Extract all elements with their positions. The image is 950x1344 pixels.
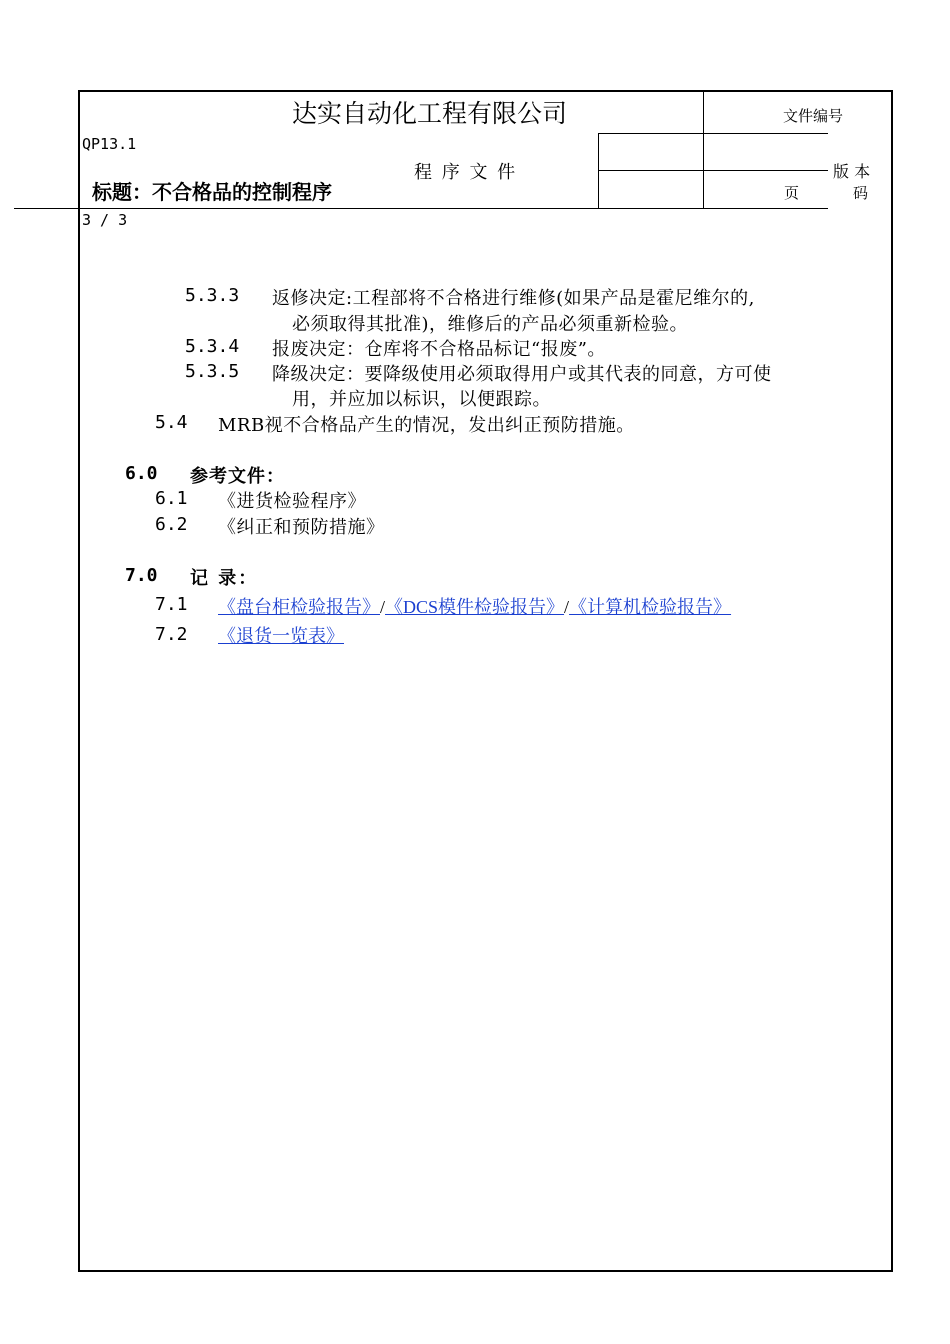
section-533-number: 5.3.3 <box>185 285 240 306</box>
section-62-number: 6.2 <box>155 514 188 535</box>
link-separator: / <box>564 597 570 617</box>
section-61-text: 《进货检验程序》 <box>218 491 366 512</box>
section-60-title: 参考文件： <box>190 466 285 487</box>
section-534-number: 5.3.4 <box>185 336 240 357</box>
link-returns-list[interactable]: 《退货一览表》 <box>218 626 344 646</box>
section-70-number: 7.0 <box>125 565 158 586</box>
link-panel-inspection-report[interactable]: 《盘台柜检验报告》 <box>218 597 380 617</box>
section-61-number: 6.1 <box>155 488 188 509</box>
page-label-1: 页 <box>784 184 800 202</box>
section-60-number: 6.0 <box>125 463 158 484</box>
section-54-number: 5.4 <box>155 412 188 433</box>
section-62-text: 《纠正和预防措施》 <box>218 517 385 538</box>
section-535-line1: 降级决定：要降级使用必须取得用户或其代表的同意，方可使 <box>272 364 772 385</box>
link-dcs-module-inspection-report[interactable]: 《DCS模件检验报告》 <box>385 597 565 617</box>
section-72-links <box>218 622 344 648</box>
section-71-number: 7.1 <box>155 594 188 615</box>
version-label: 版 本 <box>833 162 871 181</box>
company-name: 达实自动化工程有限公司 <box>292 99 568 128</box>
document-frame <box>78 90 893 1272</box>
link-computer-inspection-report[interactable]: 《计算机检验报告》 <box>569 597 732 617</box>
page-number: 3 / 3 <box>82 211 128 229</box>
section-54-text: MRB视不合格品产生的情况，发出纠正预防措施。 <box>218 415 635 436</box>
doc-number-label: 文件编号 <box>783 107 844 125</box>
section-535-line2: 用，并应加以标识，以便跟踪。 <box>292 389 551 410</box>
page-label-2: 码 <box>853 184 869 202</box>
header-divider-h2 <box>598 170 828 171</box>
section-535-number: 5.3.5 <box>185 361 240 382</box>
header-divider-h3 <box>14 208 828 209</box>
section-533-line1: 返修决定:工程部将不合格进行维修(如果产品是霍尼维尔的, <box>272 288 755 309</box>
doc-code: QP13.1 <box>82 135 137 153</box>
header-divider-h1 <box>598 133 828 134</box>
section-70-title: 记 录： <box>190 568 259 589</box>
header-divider-v2 <box>703 91 704 208</box>
section-71-links <box>218 593 731 619</box>
doc-type: 程 序 文 件 <box>414 162 518 183</box>
section-72-number: 7.2 <box>155 624 188 645</box>
doc-type-clip <box>410 160 550 183</box>
section-533-line2: 必须取得其批准)，维修后的产品必须重新检验。 <box>292 314 689 335</box>
link-separator: / <box>380 597 386 617</box>
page-title: 标题：不合格品的控制程序 <box>92 180 332 204</box>
section-534-text: 报废决定：仓库将不合格品标记“报废”。 <box>272 339 606 360</box>
version-clip <box>828 160 883 181</box>
